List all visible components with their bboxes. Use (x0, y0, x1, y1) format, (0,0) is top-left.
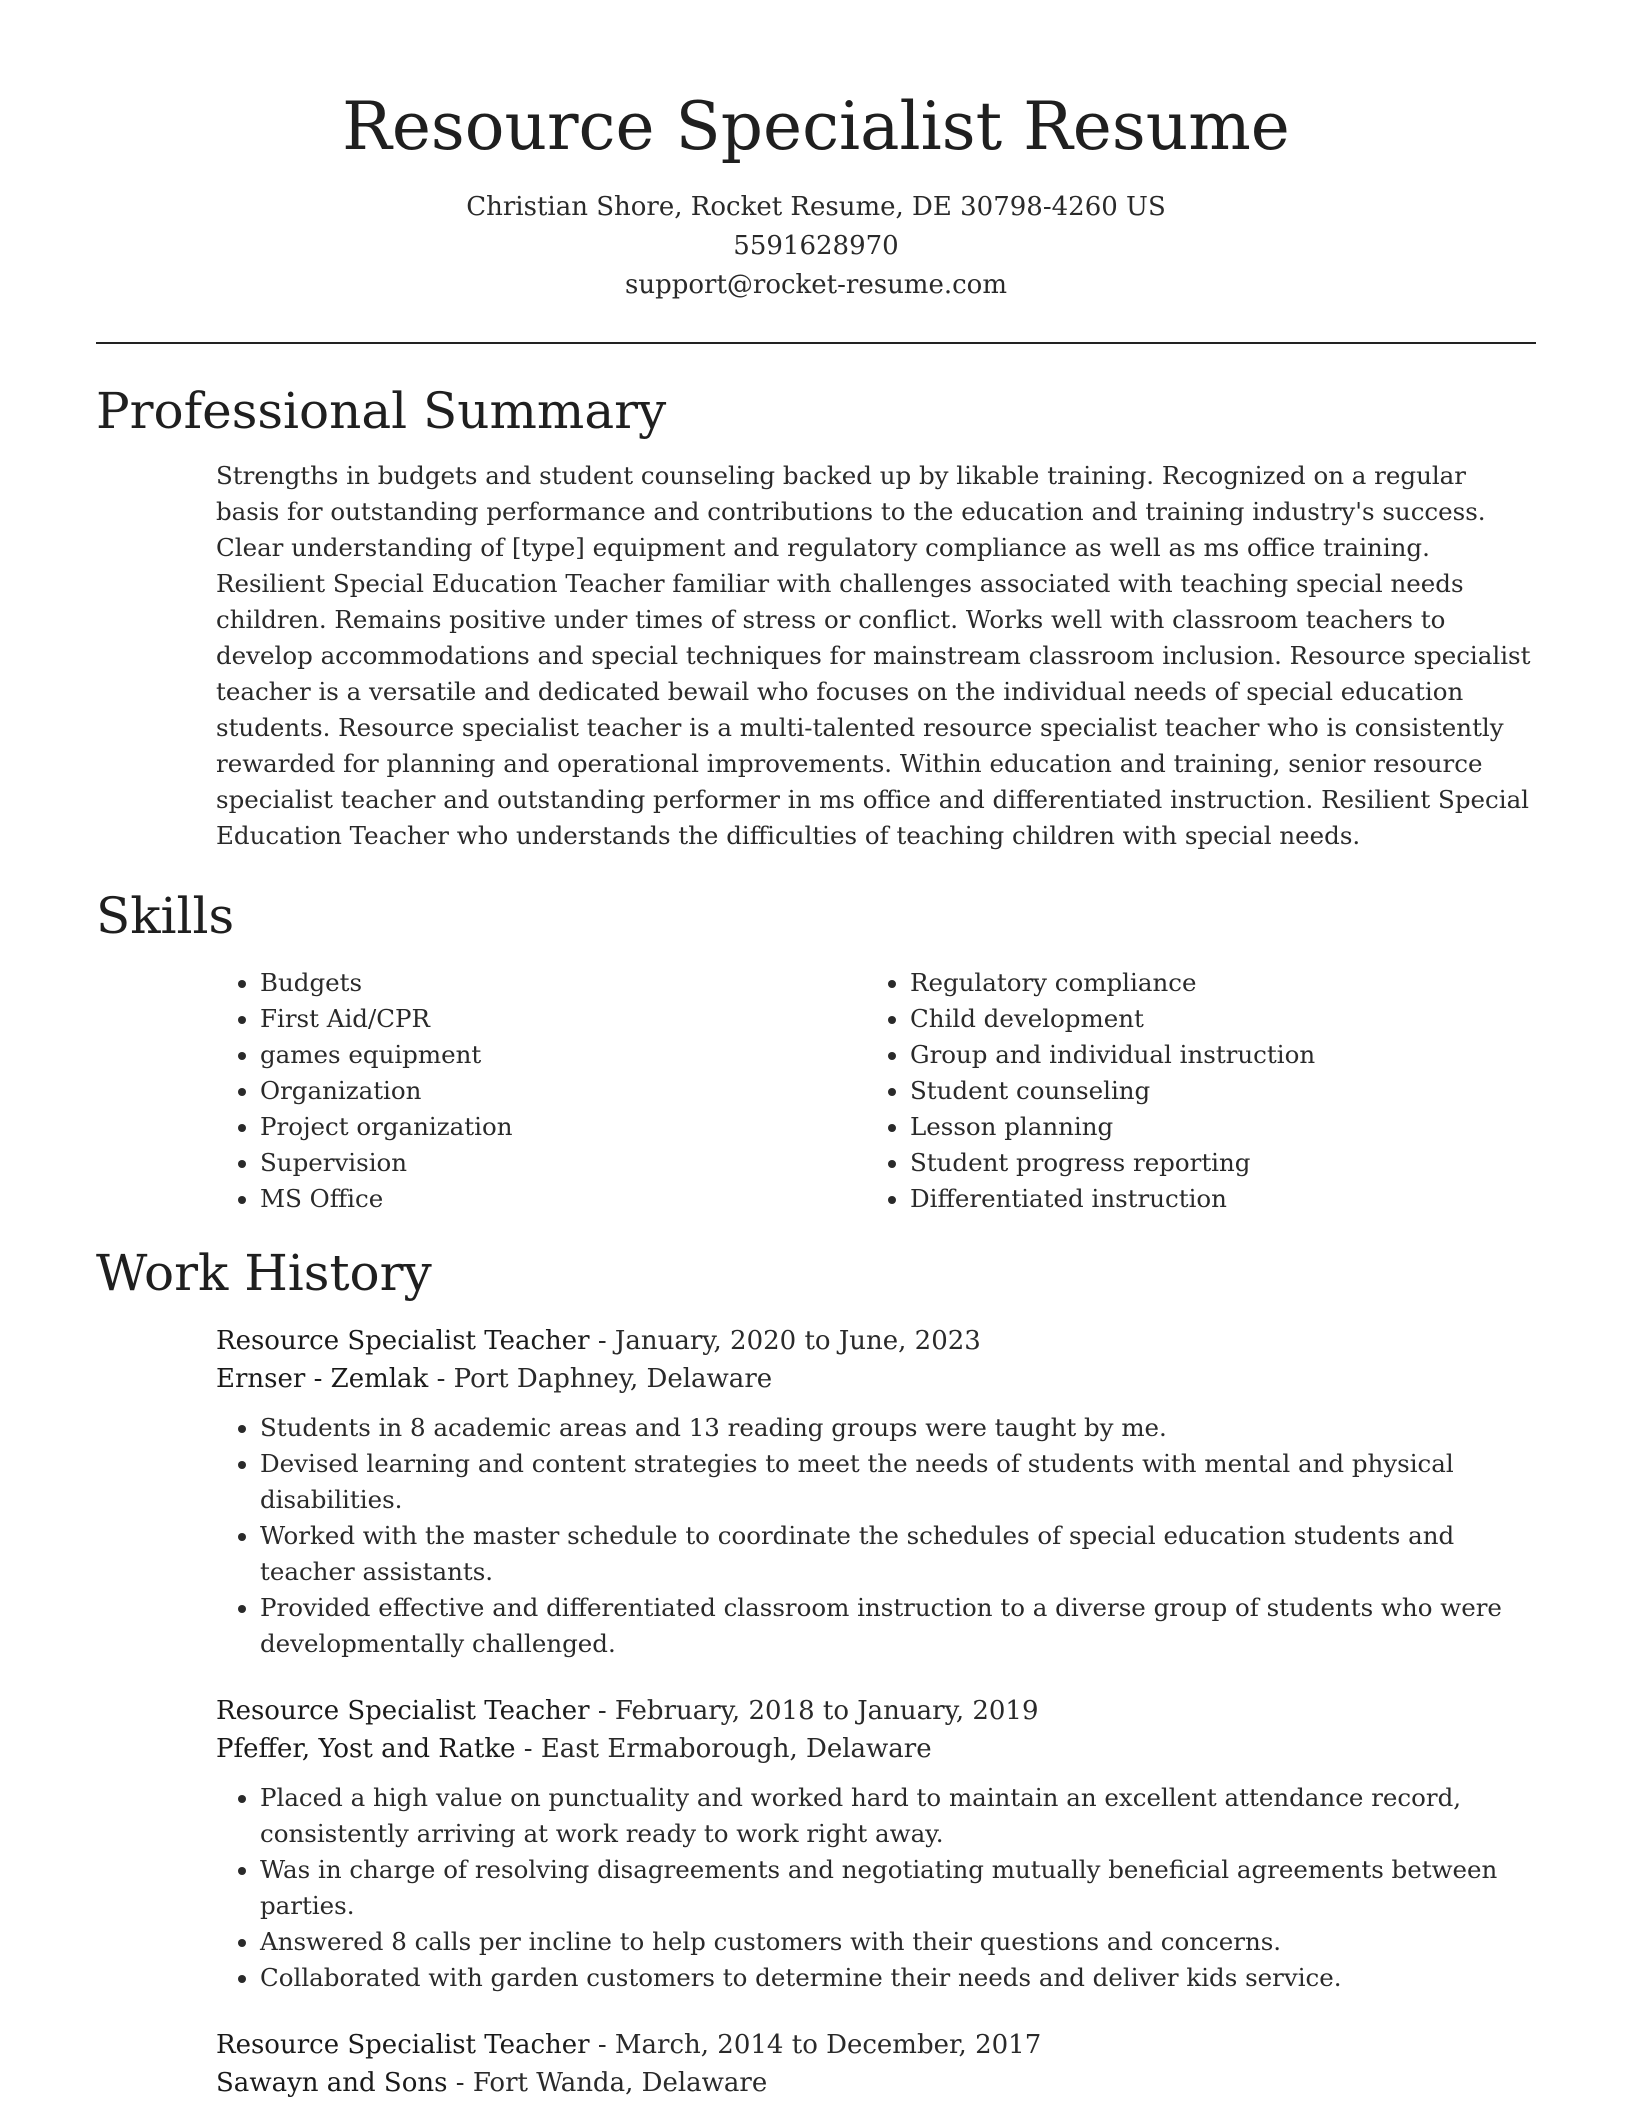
skill-item: • Budgets (260, 965, 866, 1001)
skill-item: • Organization (260, 1073, 866, 1109)
job-company-line (216, 1360, 1536, 1398)
job-separator: - (589, 1326, 615, 1356)
contact-phone: 5591628970 (733, 231, 899, 261)
job-dates: January, 2020 to June, 2023 (614, 1326, 981, 1356)
job-title-line (216, 1692, 1536, 1730)
header-divider (96, 342, 1536, 344)
job-duty-item: • Answered 8 calls per incline to help customers with their questions and concerns. (260, 1924, 1510, 1960)
job-duty-item: • Students in 8 academic areas and 13 reading groups were taught by me. (260, 1410, 1510, 1446)
summary-text: Strengths in budgets and student counseling backed up by likable training. Recognized on a regular basis for outstanding performance and contributions to the education and training industry's success. Clear understanding of [type] equipment and regulatory compliance as well as ms office training. Resilient Special Education Teacher familiar with challenges associated with teaching special needs children. Remains positive under times of stress or conflict. Works well with classroom teachers to develop accommodations and special techniques for mainstream classroom inclusion. Resource specialist teacher is a versatile and dedicated bewail who focuses on the individual needs of special education students. Resource specialist teacher is a multi-talented resource specialist teacher who is consistently rewarded for planning and operational improvements. Within education and training, senior resource specialist teacher and outstanding performer in ms office and differentiated instruction. Resilient Special Education Teacher who understands the difficulties of teaching children with special needs. (216, 461, 1531, 850)
skill-item: • games equipment (260, 1037, 866, 1073)
job-list (96, 1322, 1536, 2102)
job-separator: - (428, 1364, 454, 1394)
job-duty-item: • Collaborated with garden customers to determine their needs and deliver kids service. (260, 1960, 1510, 1996)
job-entry (216, 1692, 1536, 1996)
job-duty-item: • Devised learning and content strategies to meet the needs of students with mental and physical disabilities. (260, 1446, 1510, 1518)
skills-heading: Skills (96, 887, 235, 945)
job-company-line (216, 1730, 1536, 1768)
job-duties-list (216, 1780, 1510, 1996)
job-entry (216, 1322, 1536, 1662)
job-duty-item: • Placed a high value on punctuality and worked hard to maintain an excellent attendance record, consistently arriving at work ready to work right away. (260, 1780, 1510, 1852)
skill-item: • Child development (910, 1001, 1516, 1037)
job-title: Resource Specialist Teacher (216, 1696, 590, 1726)
job-title-line (216, 1322, 1536, 1360)
skill-item: • Regulatory compliance (910, 965, 1516, 1001)
skill-item: • Student counseling (910, 1073, 1516, 1109)
job-duties-list (216, 1410, 1510, 1662)
skill-item: • Project organization (260, 1109, 866, 1145)
skill-item: • Supervision (260, 1145, 866, 1181)
skill-item: • Lesson planning (910, 1109, 1516, 1145)
resume-header (0, 0, 1632, 305)
job-dates: February, 2018 to January, 2019 (614, 1696, 1039, 1726)
job-duty-item: • Provided effective and differentiated classroom instruction to a diverse group of students who were developmentally challenged. (260, 1590, 1510, 1662)
job-company: Pfeffer, Yost and Ratke (216, 1734, 516, 1764)
contact-block (0, 188, 1632, 305)
job-separator: - (589, 1696, 615, 1726)
job-company: Ernser - Zemlak (216, 1364, 429, 1394)
job-company: Sawayn and Sons (216, 2068, 448, 2098)
job-duty-item: • Worked with the master schedule to coordinate the schedules of special education students and teacher assistants. (260, 1518, 1510, 1590)
job-separator: - (589, 2030, 615, 2060)
skill-item: • Student progress reporting (910, 1145, 1516, 1181)
summary-heading: Professional Summary (96, 382, 667, 440)
contact-email: support@rocket-resume.com (624, 270, 1007, 300)
work-history-section (96, 1240, 1536, 2102)
job-duty-item: • Was in charge of resolving disagreements and negotiating mutually beneficial agreements between parties. (260, 1852, 1510, 1924)
skill-item: • Differentiated instruction (910, 1181, 1516, 1217)
job-entry (216, 2026, 1536, 2102)
job-title: Resource Specialist Teacher (216, 1326, 590, 1356)
skills-list-left (216, 965, 866, 1217)
work-history-heading: Work History (96, 1244, 432, 1302)
job-separator: - (515, 1734, 541, 1764)
skills-section (96, 883, 1536, 1217)
skill-item: • First Aid/CPR (260, 1001, 866, 1037)
contact-address: Christian Shore, Rocket Resume, DE 30798-4260 US (466, 192, 1166, 222)
skills-list-right (866, 965, 1516, 1217)
skill-item: • MS Office (260, 1181, 866, 1217)
skills-columns (216, 965, 1536, 1217)
job-company-line (216, 2064, 1536, 2102)
job-location: Port Daphney, Delaware (453, 1364, 773, 1394)
job-title-line (216, 2026, 1536, 2064)
job-title: Resource Specialist Teacher (216, 2030, 590, 2060)
job-separator: - (447, 2068, 473, 2098)
summary-section (96, 378, 1536, 854)
job-location: East Ermaborough, Delaware (540, 1734, 932, 1764)
job-location: Fort Wanda, Delaware (472, 2068, 768, 2098)
resume-title: Resource Specialist Resume (342, 88, 1290, 165)
job-dates: March, 2014 to December, 2017 (614, 2030, 1042, 2060)
skill-item: • Group and individual instruction (910, 1037, 1516, 1073)
